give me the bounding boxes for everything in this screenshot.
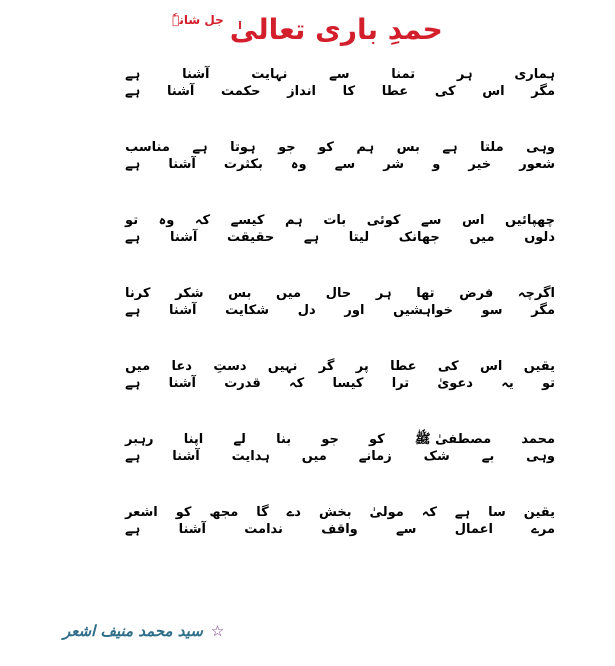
verse-word: کی	[434, 84, 456, 99]
verse-word: یقیں	[523, 359, 555, 374]
verse-word: آشنا	[172, 449, 200, 464]
verse-word: مصطفیٰ ﷺ	[414, 432, 492, 447]
verse-word: کی	[437, 359, 459, 374]
verse-word: بس	[228, 286, 252, 301]
verse-word: ہم	[284, 213, 303, 228]
poem-body	[125, 66, 555, 577]
verse-word: کو	[175, 505, 192, 520]
verse-word: بے	[481, 449, 495, 464]
verse-word: ہے	[125, 84, 141, 99]
verse-word: اپنا	[183, 432, 204, 447]
verse-line	[125, 358, 555, 375]
verse-word: آشنا	[168, 157, 196, 172]
verse-word: میں	[276, 286, 302, 301]
verse-word: سے	[421, 213, 442, 228]
verse-word: گر	[318, 359, 335, 374]
verse-word: اور	[344, 303, 365, 318]
verse-word: خیر	[468, 157, 492, 172]
verse-word: سا	[488, 505, 506, 520]
verse-word: آشنا	[166, 84, 195, 99]
verse-line	[125, 375, 555, 392]
verse-word: دعا	[171, 359, 192, 374]
verse-word: دستِ	[213, 359, 247, 374]
verse-word: ہماری	[514, 67, 555, 82]
verse-word: کیسے	[230, 213, 265, 228]
verse-word: خواہشیں	[393, 303, 453, 318]
title-block	[0, 10, 615, 50]
verse-word: بس	[396, 140, 420, 155]
verse-word: ملتا	[480, 140, 504, 155]
verse-word: کو	[369, 432, 385, 447]
verse-word: وہی	[526, 140, 555, 155]
verse-word: ندامت	[244, 522, 283, 537]
verse-word: بنا	[276, 432, 292, 447]
verse-word: اگرچہ	[517, 286, 555, 301]
verse-word: واقف	[321, 522, 358, 537]
verse-word: نہیں	[267, 359, 298, 374]
verse-line	[125, 212, 555, 229]
verse-word: اشعر	[125, 505, 158, 520]
verse-word: یقین	[523, 505, 555, 520]
verse-word: میں	[301, 449, 327, 464]
verse-word: عطا	[390, 359, 417, 374]
verse-word: ہم	[356, 140, 375, 155]
verse-word: اس	[462, 213, 485, 228]
signature	[63, 622, 224, 640]
verse-word: وہ	[158, 213, 175, 228]
verse-word: آشنا	[182, 67, 210, 82]
verse-line	[125, 285, 555, 302]
verse-word: سو	[481, 303, 503, 318]
verse-word: ہر	[456, 67, 473, 82]
verse-word: تمنا	[391, 67, 416, 82]
verse-word: ہر	[375, 286, 392, 301]
verse-word: ہدایت	[231, 449, 270, 464]
verse-word: کو	[318, 140, 334, 155]
verse-word: رہبر	[125, 432, 154, 447]
verse-word: مگر	[531, 303, 555, 318]
verse-word: ہے	[125, 449, 141, 464]
stanza	[125, 504, 555, 538]
star-icon: ☆	[210, 622, 225, 640]
verse-word: عطا	[381, 84, 409, 99]
verse-word: ہوتا	[230, 140, 256, 155]
verse-word: گا	[256, 505, 269, 520]
verse-word: تو	[125, 213, 139, 228]
verse-word: اعمال	[454, 522, 493, 537]
verse-word: تو	[541, 376, 555, 391]
verse-word: مناسب	[125, 140, 170, 155]
verse-word: فرض	[459, 286, 494, 301]
verse-word: آشنا	[169, 303, 197, 318]
verse-word: حال	[325, 286, 352, 301]
verse-word: چھپائیں	[504, 213, 555, 228]
verse-word: حکمت	[221, 84, 261, 99]
verse-word: پر	[355, 359, 369, 374]
verse-word: مگر	[531, 84, 555, 99]
verse-word: ہے	[125, 522, 141, 537]
verse-word: جو	[278, 140, 296, 155]
verse-line	[125, 229, 555, 246]
verse-word: لیتا	[348, 230, 370, 245]
stanza	[125, 139, 555, 173]
verse-word: ہے	[125, 67, 141, 82]
verse-word: دعویٰ	[437, 376, 473, 391]
verse-line	[125, 448, 555, 465]
verse-word: ترا	[391, 376, 410, 391]
verse-word: شکایت	[225, 303, 270, 318]
title-honorific: جل شانہٗ	[172, 13, 224, 27]
verse-word: کہ	[289, 376, 305, 391]
verse-word: کہ	[421, 505, 437, 520]
verse-line	[125, 156, 555, 173]
verse-word: یہ	[501, 376, 514, 391]
verse-line	[125, 521, 555, 538]
verse-word: آشنا	[168, 376, 196, 391]
verse-line	[125, 431, 555, 448]
verse-word: میں	[469, 230, 495, 245]
verse-word: شکر	[175, 286, 204, 301]
verse-word: جو	[321, 432, 339, 447]
verse-word: میں	[125, 359, 151, 374]
verse-word: انداز	[287, 84, 316, 99]
verse-word: شر	[383, 157, 405, 172]
verse-word: بخش	[318, 505, 352, 520]
verse-line	[125, 504, 555, 521]
verse-word: حقیقت	[227, 230, 275, 245]
poem-title: حمدِ باری تعالیٰ	[229, 13, 443, 46]
verse-word: دل	[297, 303, 316, 318]
verse-word: لے	[233, 432, 246, 447]
verse-word: زمانے	[358, 449, 392, 464]
verse-word: ہے	[303, 230, 320, 245]
verse-word: سے	[329, 67, 350, 82]
verse-word: ہے	[125, 376, 141, 391]
verse-word: ہے	[454, 505, 471, 520]
poet-name: سید محمد منیف اشعر	[63, 622, 203, 640]
verse-word: سے	[396, 522, 417, 537]
verse-word: آشنا	[178, 522, 206, 537]
verse-word: اس	[479, 359, 503, 374]
verse-word: کیسا	[332, 376, 364, 391]
verse-word: شک	[423, 449, 450, 464]
verse-word: اس	[482, 84, 505, 99]
verse-word: مرے	[531, 522, 555, 537]
verse-line	[125, 66, 555, 83]
verse-word: کا	[342, 84, 356, 99]
verse-line	[125, 302, 555, 319]
verse-word: جھانک	[398, 230, 440, 245]
verse-word: مجھ	[209, 505, 239, 520]
verse-word: کہ	[194, 213, 211, 228]
verse-word: کوئی	[366, 213, 401, 228]
stanza	[125, 358, 555, 392]
verse-word: دلوں	[524, 230, 555, 245]
stanza	[125, 431, 555, 465]
verse-word: سے	[334, 157, 356, 172]
verse-word: نہایت	[251, 67, 288, 82]
verse-word: شعور	[519, 157, 555, 172]
verse-word: بات	[323, 213, 347, 228]
verse-word: قدرت	[224, 376, 261, 391]
verse-word: مولیٰ	[369, 505, 404, 520]
stanza	[125, 66, 555, 100]
verse-word: وہ	[290, 157, 307, 172]
verse-word: ہے	[192, 140, 208, 155]
verse-word: ہے	[125, 230, 141, 245]
verse-word: و	[432, 157, 441, 172]
stanza	[125, 212, 555, 246]
verse-line	[125, 83, 555, 100]
verse-word: محمد	[521, 432, 555, 447]
verse-word: ہے	[125, 303, 141, 318]
verse-word: کرنا	[125, 286, 151, 301]
verse-word: ہے	[442, 140, 458, 155]
verse-word: بکثرت	[223, 157, 263, 172]
verse-word: ہے	[125, 157, 141, 172]
verse-word: وہی	[526, 449, 555, 464]
stanza	[125, 285, 555, 319]
verse-word: آشنا	[169, 230, 198, 245]
verse-word: تھا	[416, 286, 435, 301]
verse-word: دے	[286, 505, 301, 520]
verse-line	[125, 139, 555, 156]
